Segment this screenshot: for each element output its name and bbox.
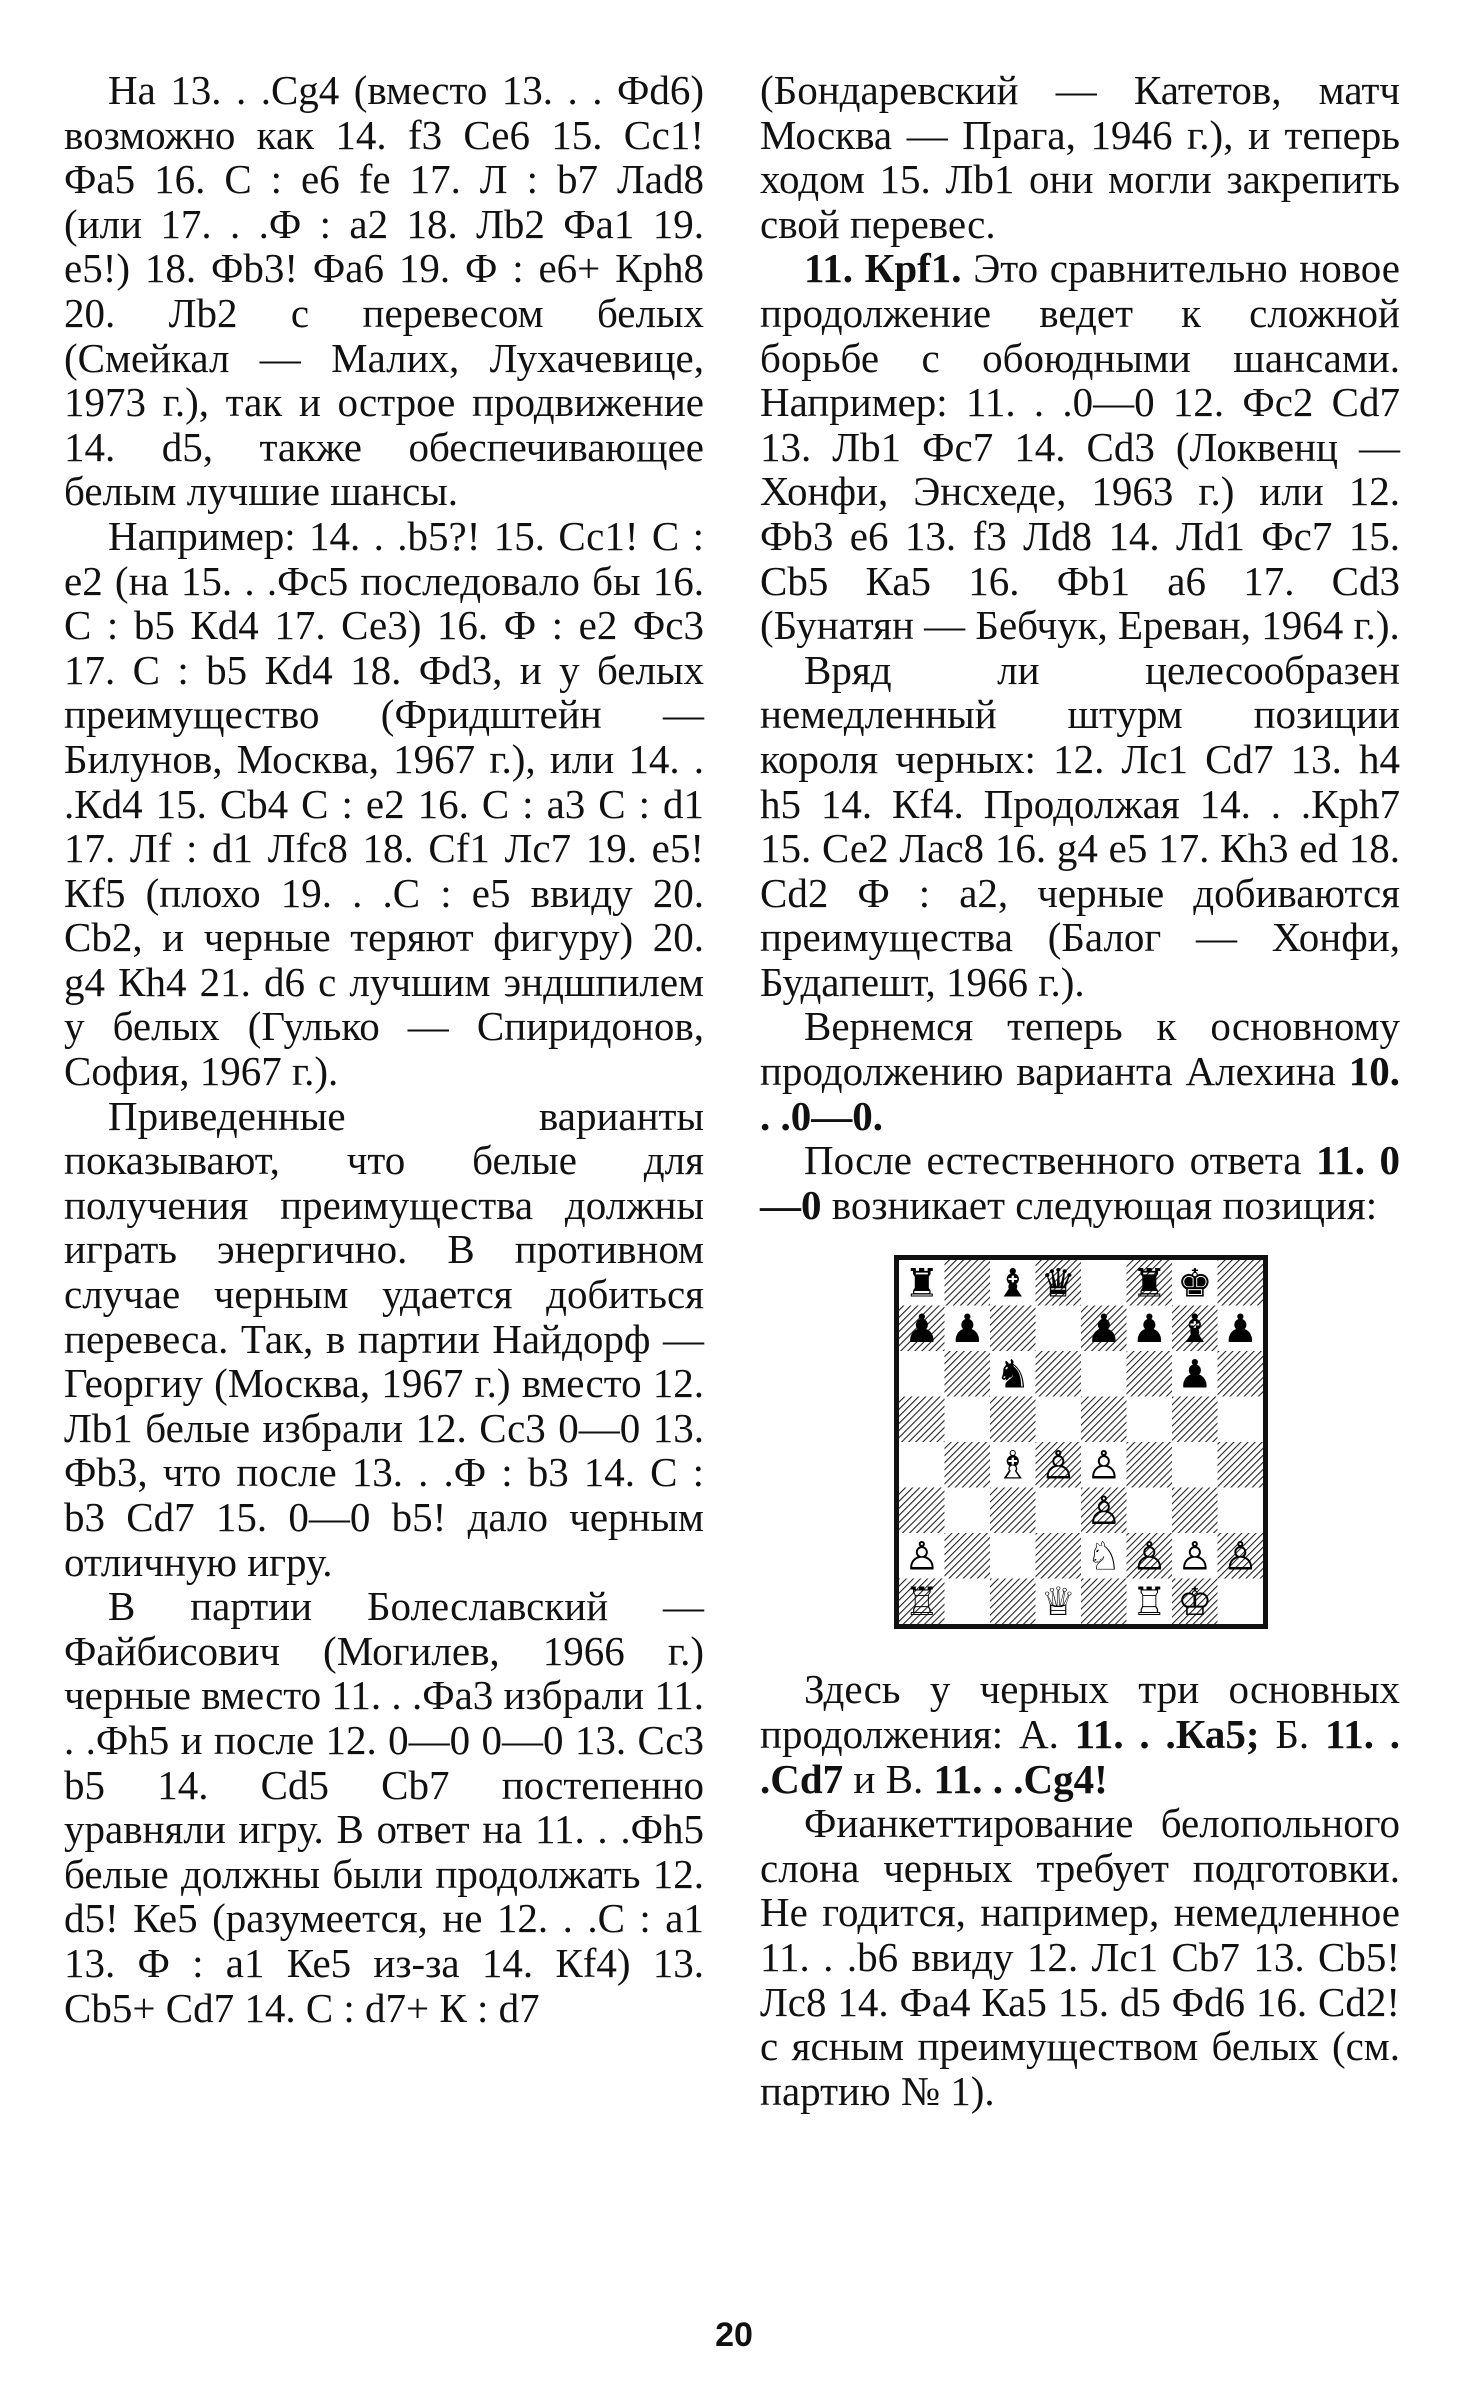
chess-piece-a8: ♜	[904, 1261, 940, 1307]
chess-piece-a1: ♖	[904, 1580, 940, 1625]
right-paragraph-6-text-d: и В.	[843, 1755, 934, 1802]
left-paragraph-3: Приведенные варианты показывают, что белые для получения преимущества должны играть энергично. В противном случае черным удается добиться перевеса. Так, в партии Найдорф — Георгиу (Москва, 1967 г.) вместо 12. Лb1 белые избрали 12. Сс3 0—0 13. Фb3, что после 13. . .Ф : b3 14. С : b3 Сd7 15. 0—0 b5! дало черным отличную игру.	[64, 1092, 704, 1585]
board-square-b5	[945, 1397, 991, 1443]
board-square-e5	[1081, 1397, 1127, 1443]
right-paragraph-4	[760, 1004, 1400, 1138]
chess-piece-f7: ♟	[1131, 1307, 1167, 1353]
chess-piece-e7: ♟	[1086, 1307, 1122, 1353]
chess-board-svg	[899, 1260, 1263, 1624]
chess-piece-h7: ♟	[1222, 1307, 1258, 1353]
left-paragraph-2: Например: 14. . .b5?! 15. Сс1! С : е2 (на 15. . .Фс5 последовало бы 16. С : b5 Кd4 17. Се3) 16. Ф : е2 Фс3 17. С : b5 Кd4 18. Фd3, и у белых преимущество (Фридштейн — Билунов, Москва, 1967 г.), или 14. . .Кd4 15. Сb4 С : е2 16. С : а3 С : d1 17. Лf : d1 Лfс8 18. Сf1 Лс7 19. е5! Кf5 (плохо 19. . .С : е5 ввиду 20. Сb2, и черные теряют фигуру) 20. g4 Кh4 21. d6 с лучшим эндшпилем у белых (Гулько — Спиридонов, София, 1967 г.).	[64, 512, 704, 1095]
board-square-f3	[1127, 1488, 1173, 1534]
board-square-b1	[945, 1579, 991, 1625]
board-square-h1	[1218, 1579, 1264, 1625]
chess-piece-g7: ♝	[1177, 1307, 1213, 1353]
left-paragraph-1: На 13. . .Cg4 (вместо 13. . . Фd6) возможно как 14. f3 Се6 15. Сс1! Фа5 16. С : е6 fe 17. Л : b7 Лаd8 (или 17. . .Ф : а2 18. Лb2 Фа1 19. е5!) 18. Фb3! Фа6 19. Ф : е6+ Крh8 20. Лb2 с перевесом белых (Смейкал — Малих, Лухачевице, 1973 г.), так и острое продвижение 14. d5, также обеспечивающее белым лучшие шансы.	[64, 67, 704, 515]
board-square-e6	[1081, 1351, 1127, 1397]
chess-piece-d1: ♕	[1040, 1580, 1076, 1625]
move-variation-a: 11. . .Ка5;	[1074, 1711, 1260, 1758]
right-paragraph-5	[760, 1138, 1400, 1227]
board-square-h4	[1218, 1442, 1264, 1488]
board-square-c2	[990, 1533, 1036, 1579]
board-square-b6	[945, 1351, 991, 1397]
board-square-b4	[945, 1442, 991, 1488]
board-square-g3	[1172, 1488, 1218, 1534]
right-paragraph-6-text-c: Б.	[1259, 1711, 1325, 1758]
move-11-kpf1: 11. Крf1.	[804, 245, 962, 292]
chess-piece-a2: ♙	[904, 1534, 940, 1580]
chess-piece-f8: ♜	[1131, 1261, 1167, 1307]
right-paragraph-6-text-a: Здесь у черных три основных продолжения: А.	[760, 1666, 1400, 1758]
move-11-castle: 11. 0—0	[760, 1137, 1400, 1228]
board-square-c3	[990, 1488, 1036, 1534]
chess-piece-c4: ♗	[995, 1443, 1031, 1489]
board-square-a5	[899, 1397, 945, 1443]
board-square-d3	[1036, 1488, 1082, 1534]
right-paragraph-4-text: Вернемся теперь к основному продолжению варианта Алехина	[760, 1003, 1400, 1095]
right-paragraph-7: Фианкеттирование белопольного слона черных требует подготовки. Не годится, например, немедленное 11. . .b6 ввиду 12. Лс1 Сb7 13. Сb5! Лс8 14. Фа4 Ка5 15. d5 Фd6 16. Сd2! с ясным преимуществом белых (см. партию № 1).	[760, 1800, 1400, 2114]
move-variation-b: 11. . .Сd7	[760, 1711, 1400, 1802]
right-paragraph-1: (Бондаревский — Катетов, матч Москва — Прага, 1946 г.), и теперь ходом 15. Лb1 они могли закрепить свой перевес.	[760, 67, 1400, 247]
chess-piece-c6: ♞	[995, 1352, 1031, 1398]
chess-piece-g1: ♔	[1177, 1580, 1213, 1625]
chess-piece-e4: ♙	[1086, 1443, 1122, 1489]
chess-piece-g8: ♚	[1177, 1261, 1213, 1307]
chess-piece-d4: ♙	[1040, 1443, 1076, 1489]
page-number: 20	[715, 2316, 753, 2354]
board-square-e1	[1081, 1579, 1127, 1625]
left-column	[64, 68, 704, 2030]
board-square-h5	[1218, 1397, 1264, 1443]
chess-piece-a7: ♟	[904, 1307, 940, 1353]
board-square-h3	[1218, 1488, 1264, 1534]
board-square-g4	[1172, 1442, 1218, 1488]
chess-piece-g6: ♟	[1177, 1352, 1213, 1398]
board-square-b2	[945, 1533, 991, 1579]
board-square-d5	[1036, 1397, 1082, 1443]
left-paragraph-4: В партии Болеславский — Файбисович (Могилев, 1966 г.) черные вместо 11. . .Фа3 избрали 11. . .Фh5 и после 12. 0—0 0—0 13. Сс3 b5 14. Сd5 Сb7 постепенно уравняли игру. В ответ на 11. . .Фh5 белые должны были продолжать 12. d5! Ке5 (разумеется, не 12. . .С : а1 13. Ф : а1 Ке5 из-за 14. Кf4) 13. Сb5+ Сd7 14. С : d7+ К : d7	[64, 1583, 704, 2031]
board-square-h6	[1218, 1351, 1264, 1397]
move-10-castle: 10. . .0—0.	[760, 1048, 1400, 1139]
right-paragraph-5-text-a: После естественного ответа	[804, 1137, 1316, 1184]
board-square-g5	[1172, 1397, 1218, 1443]
chess-piece-b7: ♟	[949, 1307, 985, 1353]
right-paragraph-5-text-b: возникает следующая позиция:	[821, 1181, 1378, 1228]
chess-piece-d8: ♛	[1040, 1261, 1076, 1307]
board-square-a4	[899, 1442, 945, 1488]
board-square-c7	[990, 1306, 1036, 1352]
board-square-f4	[1127, 1442, 1173, 1488]
board-square-h8	[1218, 1260, 1264, 1306]
right-column	[760, 68, 1400, 2113]
right-paragraph-2-text: Это сравнительно новое продолжение ведет к сложной борьбе с обоюдными шансами. Например: 11. . .0—0 12. Фс2 Сd7 13. Лb1 Фс7 14. Сd3 (Локвенц — Хонфи, Энсхеде, 1963 г.) или 12. Фb3 е6 13. f3 Лd8 14. Лd1 Фс7 15. Сb5 Ка5 16. Фb1 а6 17. Сd3 (Бунатян — Бебчук, Ереван, 1964 г.).	[760, 245, 1400, 649]
chess-piece-e2: ♘	[1086, 1534, 1122, 1580]
board-square-d6	[1036, 1351, 1082, 1397]
chess-board	[894, 1255, 1268, 1629]
board-square-f6	[1127, 1351, 1173, 1397]
board-square-a6	[899, 1351, 945, 1397]
chess-piece-c8: ♝	[995, 1261, 1031, 1307]
board-square-d2	[1036, 1533, 1082, 1579]
board-square-f5	[1127, 1397, 1173, 1443]
chess-piece-h2: ♙	[1222, 1534, 1258, 1580]
right-paragraph-6	[760, 1667, 1400, 1801]
chess-piece-e3: ♙	[1086, 1489, 1122, 1535]
board-square-d7	[1036, 1306, 1082, 1352]
board-square-e8	[1081, 1260, 1127, 1306]
chess-diagram	[760, 1255, 1400, 1635]
board-square-c5	[990, 1397, 1036, 1443]
chess-piece-f1: ♖	[1131, 1580, 1167, 1625]
chess-piece-g2: ♙	[1177, 1534, 1213, 1580]
board-square-c1	[990, 1579, 1036, 1625]
move-variation-c: 11. . .Сg4!	[933, 1755, 1108, 1802]
chess-piece-f2: ♙	[1131, 1534, 1167, 1580]
board-square-b8	[945, 1260, 991, 1306]
right-paragraph-2	[760, 246, 1400, 647]
board-square-b3	[945, 1488, 991, 1534]
right-paragraph-3: Вряд ли целесообразен немедленный штурм позиции короля черных: 12. Лс1 Сd7 13. h4 h5 14. Кf4. Продолжая 14. . .Крh7 15. Се2 Лас8 16. g4 е5 17. Кh3 еd 18. Сd2 Ф : а2, черные добиваются преимущества (Балог — Хонфи, Будапешт, 1966 г.).	[760, 646, 1400, 1005]
board-square-a3	[899, 1488, 945, 1534]
